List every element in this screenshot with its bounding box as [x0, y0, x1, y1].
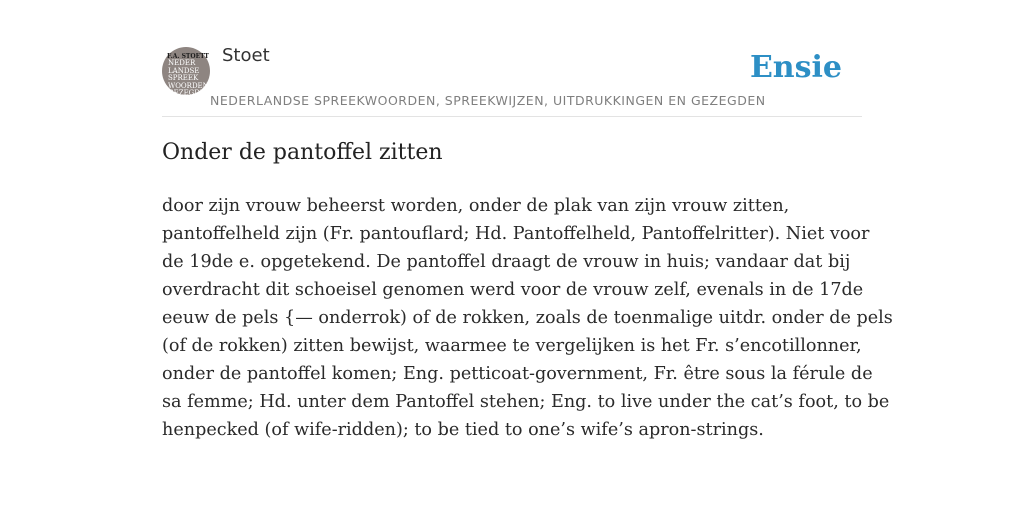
author-name[interactable]: Stoet	[222, 45, 270, 66]
entry-definition	[162, 192, 893, 444]
avatar-cover-line: LANDSE	[168, 66, 200, 75]
definition-line: (of de rokken) zitten bewijst, waarmee te vergelijken is het Fr. s’encotillonner,	[162, 336, 862, 356]
definition-line: door zijn vrouw beheerst worden, onder de plak van zijn vrouw zitten,	[162, 196, 790, 216]
definition-line: sa femme; Hd. unter dem Pantoffel stehen; Eng. to live under the cat’s foot, to be	[162, 392, 890, 412]
source-subtitle[interactable]: NEDERLANDSE SPREEKWOORDEN, SPREEKWIJZEN, UITDRUKKINGEN EN GEZEGDEN	[210, 93, 766, 108]
definition-line: eeuw de pels {— onderrok) of de rokken, zoals de toenmalige uitdr. onder de pels	[162, 308, 893, 328]
definition-line: onder de pantoffel komen; Eng. petticoat-government, Fr. être sous la férule de	[162, 364, 873, 384]
definition-line: henpecked (of wife-ridden); to be tied to one’s wife’s apron-strings.	[162, 420, 764, 440]
avatar-cover-lines	[168, 59, 223, 98]
definition-line: de 19de e. opgetekend. De pantoffel draagt de vrouw in huis; vandaar dat bij	[162, 252, 851, 272]
definition-line: overdracht dit schoeisel genomen werd voor de vrouw zelf, evenals in de 17de	[162, 280, 864, 300]
avatar-cover-line: SPREEK	[168, 74, 199, 82]
avatar-cover-line: NEDER	[168, 59, 196, 67]
header	[162, 0, 862, 117]
entry-headword: Onder de pantoffel zitten	[162, 140, 443, 165]
brand-logo[interactable]: Ensie	[749, 50, 842, 85]
avatar-cover-title: F.A. STOETT	[167, 53, 209, 60]
author-avatar[interactable]	[162, 47, 223, 97]
avatar-cover-line: GEZEGDEN	[168, 89, 212, 97]
avatar-cover-line: WOORDEN EN	[168, 81, 223, 90]
entry-page	[162, 0, 893, 512]
definition-line: pantoffelheld zijn (Fr. pantouflard; Hd. Pantoffelheld, Pantoffelritter). Niet voor	[162, 224, 870, 244]
